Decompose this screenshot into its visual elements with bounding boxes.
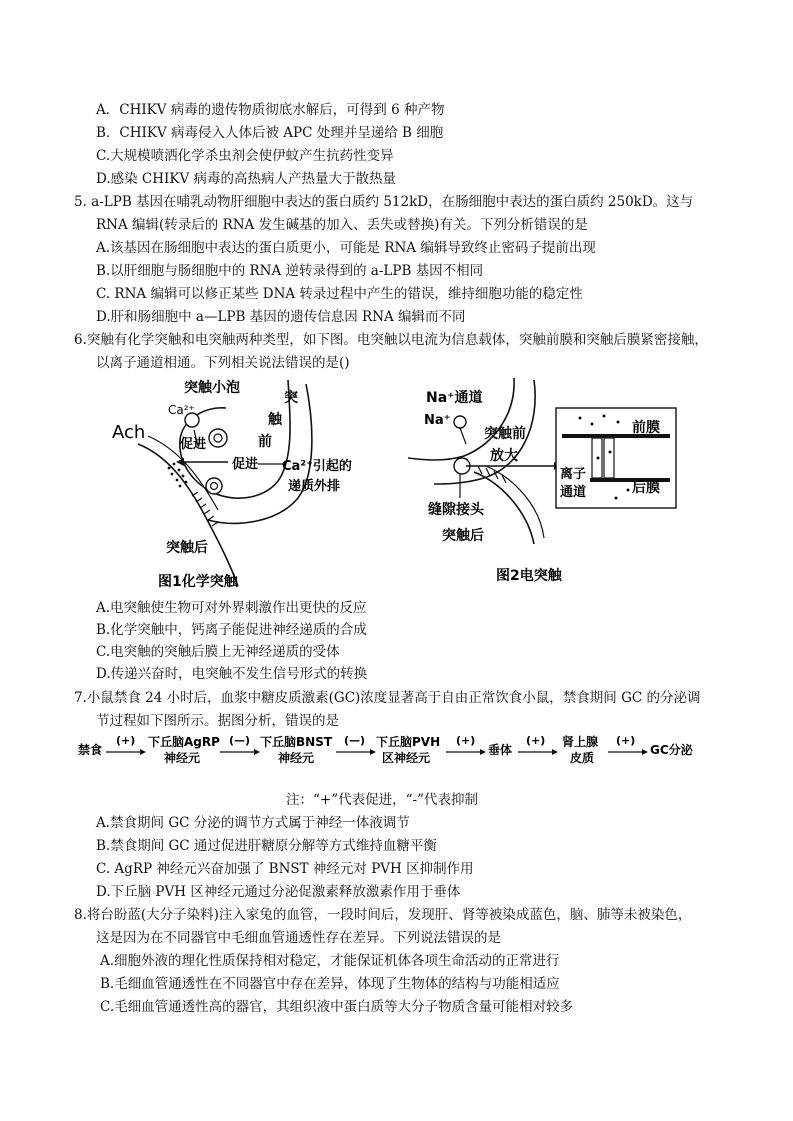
- arrowhead-icon: [176, 458, 184, 466]
- gap-junction-label: 缝隙接头: [428, 502, 484, 518]
- flow-sign-2: (—): [229, 734, 251, 747]
- flow-node-bnst-2: 神经元: [278, 751, 315, 765]
- q8-stem-line2: 这是因为在不同器官中毛细血管通透性存在差异。下列说法错误的是: [96, 930, 501, 946]
- flow-node-gc: GC分泌: [650, 743, 693, 757]
- q4-option-d: D.感染 CHIKV 病毒的高热病人产热量大于散热量: [96, 171, 396, 187]
- na-arrow: [460, 428, 466, 444]
- q6-stem-line1: 6.突触有化学突触和电突触两种类型，如下图。电突触以电流为信息载体，突触前膜和突触后膜紧密接触，: [74, 332, 708, 348]
- flow-node-fasting: 禁食: [78, 743, 103, 757]
- postsynaptic-membrane-inner: [486, 466, 544, 538]
- flow-node-adrenal: 肾上腺: [562, 735, 599, 749]
- fig1-caption: 图1化学突触: [158, 574, 238, 590]
- q8-option-a: A.细胞外液的理化性质保持相对稳定，才能保证机体各项生命活动的正常进行: [100, 953, 560, 969]
- flow-node-pvh: 下丘脑PVH: [376, 735, 441, 749]
- ca-release-label-1: Ca²⁺引起的: [282, 459, 352, 474]
- flow-node-adrenal-2: 皮质: [570, 751, 595, 765]
- vesicle-label: 突触小泡: [184, 380, 240, 396]
- chemical-synapse-figure: [108, 374, 388, 594]
- q8-option-b: B.毛细血管通透性在不同器官中存在差异，体现了生物体的结构与功能相适应: [100, 976, 560, 992]
- ca-label: Ca²⁺: [168, 403, 195, 417]
- ach-label: Ach: [112, 422, 146, 443]
- postsyn-label: 突触后: [166, 540, 208, 556]
- arrowhead-icon: [140, 749, 146, 755]
- ion-channel-label-2: 通道: [560, 485, 587, 500]
- arrowhead-icon: [480, 749, 486, 755]
- arrowhead-icon: [552, 749, 558, 755]
- q5-option-d: D.肝和肠细胞中 a—LPB 基因的遗传信息因 RNA 编辑而不同: [96, 309, 466, 325]
- arrowhead-icon: [642, 749, 648, 755]
- q6-stem-line2: 以离子通道相通。下列相关说法错误的是(): [96, 355, 350, 371]
- q8-option-c: C.毛细血管通透性高的器官，其组织液中蛋白质等大分子物质含量可能相对较多: [100, 999, 574, 1015]
- flow-sign-4: (+): [456, 734, 476, 747]
- arrowhead-icon: [254, 749, 260, 755]
- gc-regulation-flowchart: [76, 732, 716, 774]
- q8-stem-line1: 8.将台盼蓝(大分子染料)注入家兔的血管，一段时间后，发现肝、肾等被染成蓝色，脑、肺等未被染色，: [74, 907, 692, 923]
- ca-release-label-2: 递质外排: [288, 479, 341, 494]
- flow-sign-3: (—): [344, 734, 366, 747]
- promote-label-1: 促进: [180, 437, 207, 452]
- flow-node-bnst: 下丘脑BNST: [260, 735, 333, 749]
- fig2-caption: 图2电突触: [496, 568, 562, 584]
- q7-stem-line2: 节过程如下图所示。据图分析，错误的是: [96, 713, 339, 729]
- sodium-channel-icon: [454, 416, 466, 428]
- q7-note: 注：“+”代表促进，“-”代表抑制: [286, 792, 478, 808]
- na-channel-label: Na⁺通道: [426, 390, 483, 406]
- q7-stem-line1: 7.小鼠禁食 24 小时后，血浆中糖皮质激素(GC)浓度显著高于自由正常饮食小鼠，禁食期间 GC 的分泌调: [74, 690, 701, 706]
- q5-stem-line2: RNA 编辑(转录后的 RNA 发生碱基的加入、丢失或替换)有关。下列分析错误的是: [96, 217, 588, 233]
- q5-stem-line1: 5. a-LPB 基因在哺乳动物肝细胞中表达的蛋白质约 512kD，在肠细胞中表达的蛋白质约 250kD。这与: [74, 194, 694, 210]
- flow-node-pvh-2: 区神经元: [382, 751, 431, 765]
- q5-option-b: B.以肝细胞与肠细胞中的 RNA 逆转录得到的 a-LPB 基因不相同: [96, 263, 484, 279]
- q7-option-a: A.禁食期间 GC 分泌的调节方式属于神经一体液调节: [96, 815, 410, 831]
- presyn-label-3: 前: [258, 434, 272, 450]
- q7-option-d: D.下丘脑 PVH 区神经元通过分泌促激素释放激素作用于垂体: [96, 884, 461, 900]
- ion-channel-label-1: 离子: [560, 467, 587, 482]
- pre-membrane-label: 前膜: [632, 420, 660, 436]
- q7-option-b: B.禁食期间 GC 通过促进肝糖原分解等方式维持血糖平衡: [96, 838, 437, 854]
- q6-option-b: B.化学突触中，钙离子能促进神经递质的合成: [96, 622, 367, 638]
- flow-sign-5: (+): [526, 734, 546, 747]
- q4-option-a: A．CHIKV 病毒的遗传物质彻底水解后，可得到 6 种产物: [96, 102, 445, 118]
- flow-node-agrp: 下丘脑AgRP: [148, 735, 220, 749]
- na-label: Na⁺: [424, 413, 451, 428]
- q6-option-d: D.传递兴奋时，电突触不发生信号形式的转换: [96, 666, 368, 682]
- presyn-label-2: 触: [268, 412, 282, 428]
- q6-option-c: C.电突触的突触后膜上无神经递质的受体: [96, 644, 340, 660]
- presyn-label-1: 突: [284, 390, 298, 406]
- ion-channel-icon: [604, 438, 614, 478]
- q4-option-b: B．CHIKV 病毒侵入人体后被 APC 处理并呈递给 B 细胞: [96, 125, 444, 141]
- flow-node-agrp-2: 神经元: [164, 751, 201, 765]
- q7-option-c: C. AgRP 神经元兴奋加强了 BNST 神经元对 PVH 区抑制作用: [96, 861, 474, 877]
- q5-option-c: C. RNA 编辑可以修正某些 DNA 转录过程中产生的错误，维持细胞功能的稳定性: [96, 286, 583, 302]
- flow-sign-1: (+): [116, 734, 136, 747]
- post-membrane-label: 后膜: [632, 480, 660, 496]
- q5-option-a: A.该基因在肠细胞中表达的蛋白质更小，可能是 RNA 编辑导致终止密码子提前出现: [96, 240, 596, 256]
- promote-label-2: 促进: [232, 457, 259, 472]
- electrical-synapse-figure: [404, 374, 694, 586]
- synaptic-vesicle-icon: [206, 478, 222, 494]
- zoom-label: 放大: [490, 448, 518, 464]
- fig2-presyn-label: 突触前: [484, 426, 526, 442]
- q6-option-a: A.电突触使生物可对外界刺激作出更快的反应: [96, 600, 367, 616]
- q4-option-c: C.大规模喷洒化学杀虫剂会使伊蚊产生抗药性变异: [96, 148, 394, 164]
- fig2-postsyn-label: 突触后: [442, 528, 484, 544]
- flow-node-pituitary: 垂体: [488, 743, 513, 757]
- arrowhead-icon: [370, 749, 376, 755]
- synaptic-vesicle-icon: [209, 429, 227, 447]
- flow-sign-6: (+): [616, 734, 636, 747]
